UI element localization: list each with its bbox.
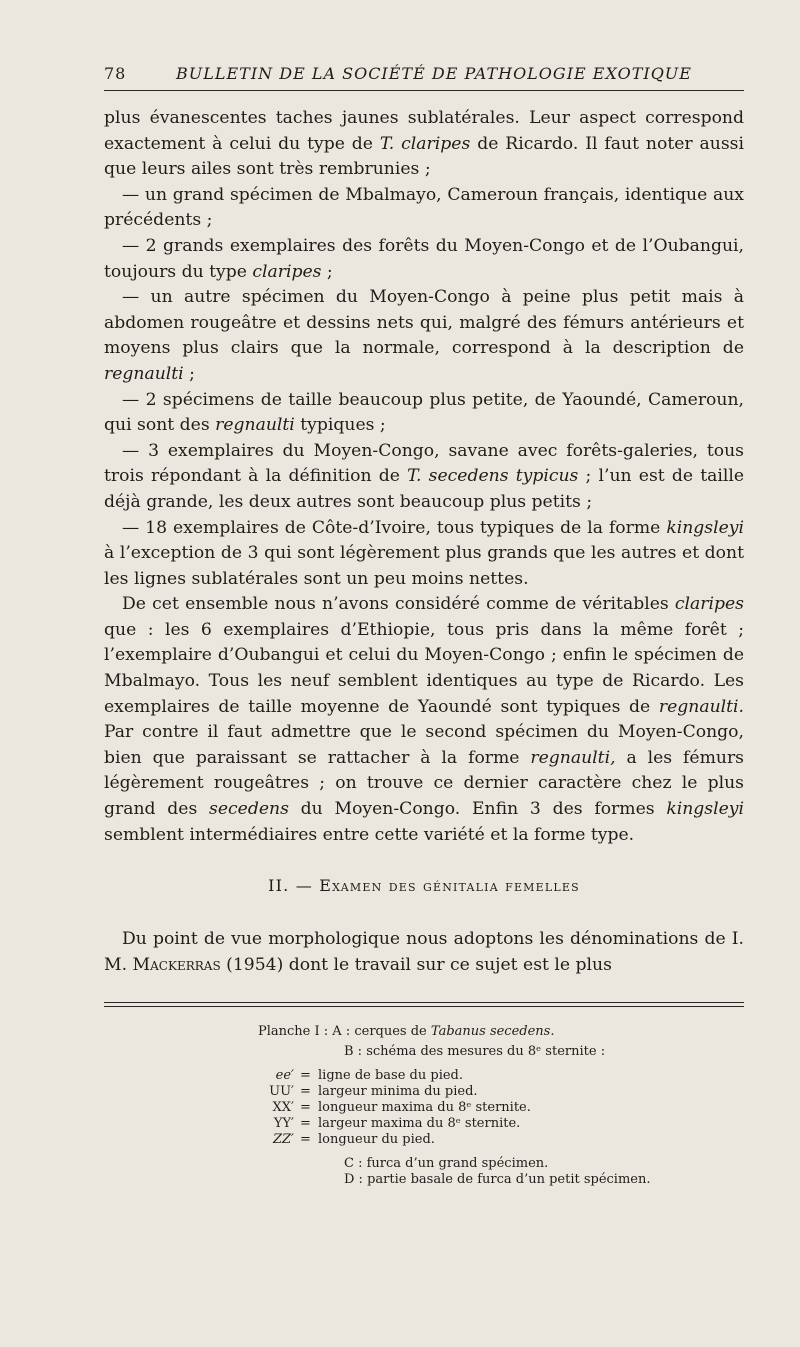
paragraph-6: — 3 exemplaires du Moyen-Congo, savane avec forêts-galeries, tous trois répondant à la définition de T. secedens typicus ; l’un est de taille déjà grande, les deux autres sont beaucoup plus petits ; — [104, 440, 745, 512]
caption-line-c: C : furca d’un grand spécimen. — [344, 1156, 549, 1171]
section-intro: Du point de vue morphologique nous adoptons les dénominations de I. M. Mackerras (1954) dont le travail sur ce sujet est le plus — [104, 929, 744, 975]
paragraph-5: — 2 spécimens de taille beaucoup plus petite, de Yaoundé, Cameroun, qui sont des regnaulti typiques ; — [104, 389, 744, 436]
journal-title: BULLETIN DE LA SOCIÉTÉ DE PATHOLOGIE EXOTIQUE — [176, 64, 692, 83]
caption-line-b: B : schéma des mesures du 8ᵉ sternite : — [344, 1044, 606, 1059]
page-number: 78 — [104, 64, 127, 83]
caption-line-d: D : partie basale de furca d’un petit spécimen. — [344, 1172, 651, 1187]
caption-line-a: Planche I : A : cerques de Tabanus secedens. — [258, 1024, 555, 1039]
section-heading: II. — Examen des génitalia femelles — [268, 876, 580, 895]
running-header — [104, 64, 744, 88]
paragraph-8: De cet ensemble nous n’avons considéré comme de véritables claripes que : les 6 exemplaires d’Ethiopie, tous pris dans la même forêt ; l’exemplaire d’Oubangui et celui du Moyen-Congo ; enfin le spécimen de Mbalmayo. Tous les neuf semblent identiques au type de Ricardo. Les exemplaires de taille moyenne de Yaoundé sont typiques de regnaulti. Par contre il faut admettre que le second spécimen du Moyen-Congo, bien que paraissant se rattacher à la forme regnaulti, a les fémurs légèrement rougeâtres ; on trouve ce dernier caractère chez le plus grand des secedens du Moyen-Congo. Enfin 3 des formes kingsleyi semblent intermédiaires entre cette variété et la forme type. — [104, 594, 744, 845]
main-text — [104, 106, 744, 848]
footnote-rule-double — [104, 1006, 744, 1007]
paragraph-4: — un autre spécimen du Moyen-Congo à peine plus petit mais à abdomen rougeâtre et dessins nets qui, malgré des fémurs antérieurs et moyens plus clairs que la normale, correspond à la description de regnaulti ; — [104, 287, 744, 384]
paragraph-2: — un grand spécimen de Mbalmayo, Cameroun français, identique aux précédents ; — [104, 184, 744, 231]
paragraph-1: plus évanescentes taches jaunes sublatérales. Leur aspect correspond exactement à celui du type de T. claripes de Ricardo. Il faut noter aussi que leurs ailes sont très rembrunies ; — [104, 108, 744, 180]
document-page: 78 BULLETIN DE LA SOCIÉTÉ DE PATHOLOGIE EXOTIQUE plus évanescentes taches jaunes sublatérales. Leur aspect correspond exactement à celui du type de T. claripes de Ricardo. Il faut noter aussi que leurs ailes sont très rembrunies ; — un grand spécimen de Mbalmayo, Cameroun français, identique aux précédents ; — 2 grands exemplaires des forêts du Moyen-Congo et de l’Oubangui, toujours du type claripes ; — un autre spécimen du Moyen-Congo à peine plus petit mais à abdomen rougeâtre et dessins nets qui, malgré des fémurs antérieurs et moyens plus clairs que la normale, correspond à la description de regnaulti ; — 2 spécimens de taille beaucoup plus petite, de Yaoundé, Cameroun, qui sont des regnaulti typiques ; — 3 exemplaires du Moyen-Congo, savane avec forêts-galeries, tous trois répondant à la définition de T. secedens typicus ; l’un est de taille déjà grande, les deux autres sont beaucoup plus petits ; — 18 exemplaires de Côte-d’Ivoire, tous typiques de la forme kingsleyi à l’exception de 3 qui sont légèrement plus grands que les autres et dont les lignes sublatérales sont un peu moins nettes. De cet ensemble nous n’avons considéré comme de véritables claripes que : les 6 exemplaires d’Ethiopie, tous pris dans la même forêt ; l’exemplaire d’Oubangui et celui du Moyen-Congo ; enfin le spécimen de Mbalmayo. Tous les neuf semblent identiques au type de Ricardo. Les exemplaires de taille moyenne de Yaoundé sont typiques de regnaulti. Par contre il faut admettre que le second spécimen du Moyen-Congo, bien que paraissant se rattacher à la forme regnaulti, a les fémurs légèrement rougeâtres ; on trouve ce dernier caractère chez le plus grand des secedens du Moyen-Congo. Enfin 3 des formes kingsleyi semblent intermédiaires entre cette variété et la forme type. II. — Examen des génitalia femelles Du point de vue morphologique nous adoptons les dénominations de I. M. Mackerras (1954) dont le travail sur ce sujet est le plus Planche I : A : cerques de Tabanus secedens. B : schéma des mesures du 8ᵉ sternite : ee′ = ligne de base du pied. UU′ = largeur minima du pied. XX′ = longueur maxima du 8ᵉ sternite. YY′ = largeur maxima du 8ᵉ sternite. ZZ′ = longueur du pied. C : furca d’un grand spécimen. D : partie basale de furca d’un petit spécimen. — [104, 64, 745, 1187]
paragraph-7: — 18 exemplaires de Côte-d’Ivoire, tous typiques de la forme kingsleyi à l’exception de 3 qui sont légèrement plus grands que les autres et dont les lignes sublatérales sont un peu moins nettes. — [104, 517, 744, 589]
footnote-rule — [104, 1002, 744, 1003]
paragraph-3: — 2 grands exemplaires des forêts du Moyen-Congo et de l’Oubangui, toujours du type claripes ; — [104, 235, 744, 282]
header-rule — [104, 90, 744, 91]
